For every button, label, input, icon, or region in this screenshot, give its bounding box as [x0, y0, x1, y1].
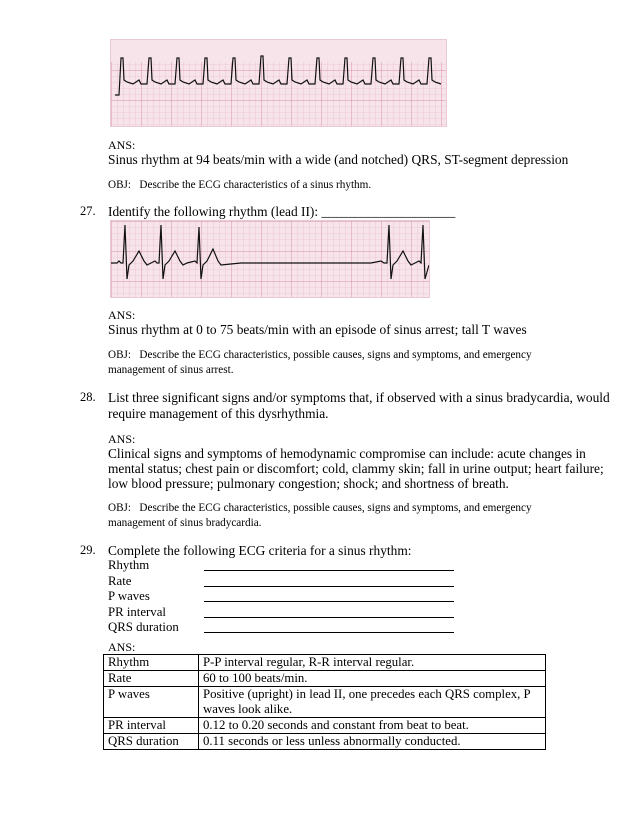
criteria-row: [108, 589, 454, 605]
item27-question: Identify the following rhythm (lead II): ____________________: [108, 204, 456, 219]
criteria-label: PR interval: [108, 604, 166, 619]
table-cell-label: P waves: [104, 687, 199, 718]
table-cell-label: Rate: [104, 671, 199, 687]
criteria-row: [108, 558, 454, 574]
table-row: [104, 734, 546, 750]
sinus-criteria-table: [103, 654, 546, 750]
item27-objective-line2: management of sinus arrest.: [108, 364, 234, 376]
criteria-blank[interactable]: [204, 620, 454, 633]
item29-number: 29.: [80, 543, 96, 557]
table-cell-value: P-P interval regular, R-R interval regular.: [199, 655, 546, 671]
table-cell-value: 0.12 to 0.20 seconds and constant from beat to beat.: [199, 718, 546, 734]
item28-ans-label: ANS:: [108, 432, 136, 446]
table-cell-value-line1: Positive (upright) in lead II, one precedes each QRS complex, P: [203, 687, 531, 701]
criteria-label: Rate: [108, 573, 132, 588]
item27-ans-label: ANS:: [108, 308, 136, 322]
table-row: [104, 687, 546, 718]
item26-answer: Sinus rhythm at 94 beats/min with a wide (and notched) QRS, ST-segment depression: [108, 152, 569, 167]
item26-ans-label: ANS:: [108, 138, 136, 152]
table-row: [104, 718, 546, 734]
criteria-blank[interactable]: [204, 558, 454, 571]
table-cell-value: 0.11 seconds or less unless abnormally conducted.: [199, 734, 546, 750]
criteria-blank[interactable]: [204, 589, 454, 602]
item27-objective-line1: OBJ: Describe the ECG characteristics, possible causes, signs and symptoms, and emergency: [108, 349, 532, 361]
item28-objective-line1: OBJ: Describe the ECG characteristics, possible causes, signs and symptoms, and emergency: [108, 502, 532, 514]
criteria-row: [108, 605, 454, 621]
table-cell-value: 60 to 100 beats/min.: [199, 671, 546, 687]
criteria-row: [108, 574, 454, 590]
table-row: [104, 671, 546, 687]
item28-objective-line2: management of sinus bradycardia.: [108, 517, 262, 529]
criteria-label: P waves: [108, 589, 150, 603]
criteria-label: Rhythm: [108, 558, 150, 572]
table-cell-value: [199, 687, 546, 718]
criteria-blank[interactable]: [204, 574, 454, 587]
item26-objective: OBJ: Describe the ECG characteristics of a sinus rhythm.: [108, 179, 372, 191]
item29-ans-label: ANS:: [108, 640, 136, 654]
item28-answer-line1: Clinical signs and symptoms of hemodynamic compromise can include: acute changes in: [108, 446, 586, 461]
criteria-label: QRS duration: [108, 620, 179, 634]
criteria-blank[interactable]: [204, 605, 454, 618]
item28-answer-line3: low blood pressure; pulmonary congestion; shock; and shortness of breath.: [108, 476, 509, 491]
ecg-strip-sinus-rhythm: [110, 39, 447, 127]
ecg-trace-1: [111, 40, 446, 126]
ecg-strip-sinus-arrest: [110, 220, 430, 298]
item27-number: 27.: [80, 204, 96, 218]
table-cell-value-line2: waves look alike.: [203, 702, 293, 716]
ecg-trace-2: [111, 221, 429, 297]
item28-question-line2: require management of this dysrhythmia.: [108, 406, 329, 421]
item28-answer-line2: mental status; chest pain or discomfort; cold, clammy skin; fall in urine output; heart failure;: [108, 461, 604, 476]
item28-question-line1: List three significant signs and/or symptoms that, if observed with a sinus bradycardia, would: [108, 390, 610, 405]
table-cell-label: QRS duration: [104, 734, 199, 750]
item29-question: Complete the following ECG criteria for a sinus rhythm:: [108, 543, 412, 558]
criteria-list: [108, 558, 454, 636]
item27-answer: Sinus rhythm at 0 to 75 beats/min with an episode of sinus arrest; tall T waves: [108, 322, 527, 337]
criteria-row: [108, 620, 454, 636]
table-cell-label: Rhythm: [104, 655, 199, 671]
item28-number: 28.: [80, 390, 96, 404]
table-row: [104, 655, 546, 671]
table-cell-label: PR interval: [104, 718, 199, 734]
